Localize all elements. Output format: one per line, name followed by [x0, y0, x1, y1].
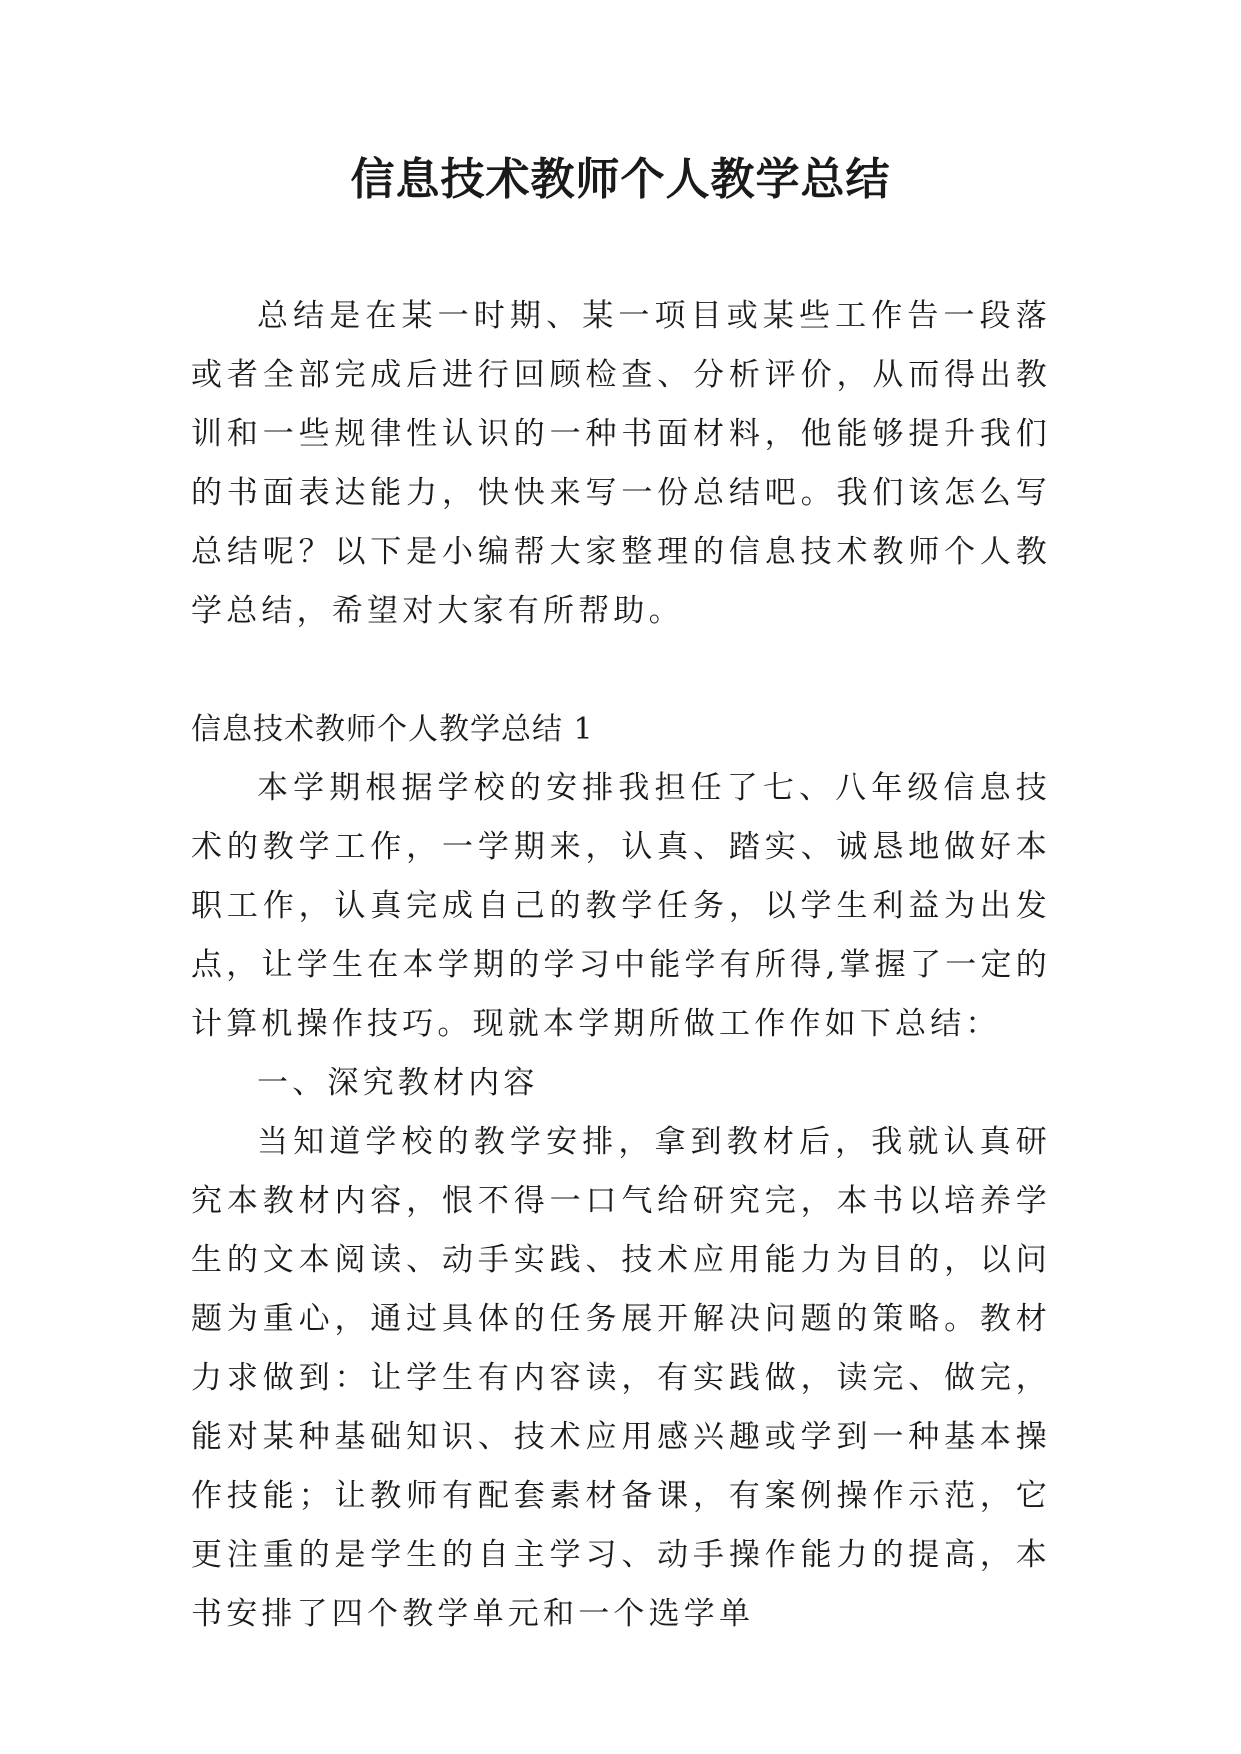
document-body	[191, 287, 1051, 1644]
paragraph-gap	[191, 641, 1051, 700]
body-paragraph-1: 本学期根据学校的安排我担任了七、八年级信息技术的教学工作，一学期来，认真、踏实、诚恳地做好本职工作，认真完成自己的教学任务，以学生利益为出发点，让学生在本学期的学习中能学有所得,掌握了一定的计算机操作技巧。现就本学期所做工作作如下总结：	[191, 770, 1051, 1042]
subheading-1: 一、深究教材内容	[257, 1065, 539, 1101]
document-title: 信息技术教师个人教学总结	[350, 154, 891, 205]
section-title: 信息技术教师个人教学总结 1	[191, 712, 594, 747]
body-paragraph-2: 当知道学校的教学安排，拿到教材后，我就认真研究本教材内容，恨不得一口气给研究完，本书以培养学生的文本阅读、动手实践、技术应用能力为目的，以问题为重心，通过具体的任务展开解决问题的策略。教材力求做到：让学生有内容读，有实践做，读完、做完，能对某种基础知识、技术应用感兴趣或学到一种基本操作技能；让教师有配套素材备课，有案例操作示范，它更注重的是学生的自主学习、动手操作能力的提高，本书安排了四个教学单元和一个选学单	[191, 1124, 1051, 1632]
intro-paragraph: 总结是在某一时期、某一项目或某些工作告一段落或者全部完成后进行回顾检查、分析评价，从而得出教训和一些规律性认识的一种书面材料，他能够提升我们的书面表达能力，快快来写一份总结吧。我们该怎么写总结呢？以下是小编帮大家整理的信息技术教师个人教学总结，希望对大家有所帮助。	[191, 298, 1051, 629]
